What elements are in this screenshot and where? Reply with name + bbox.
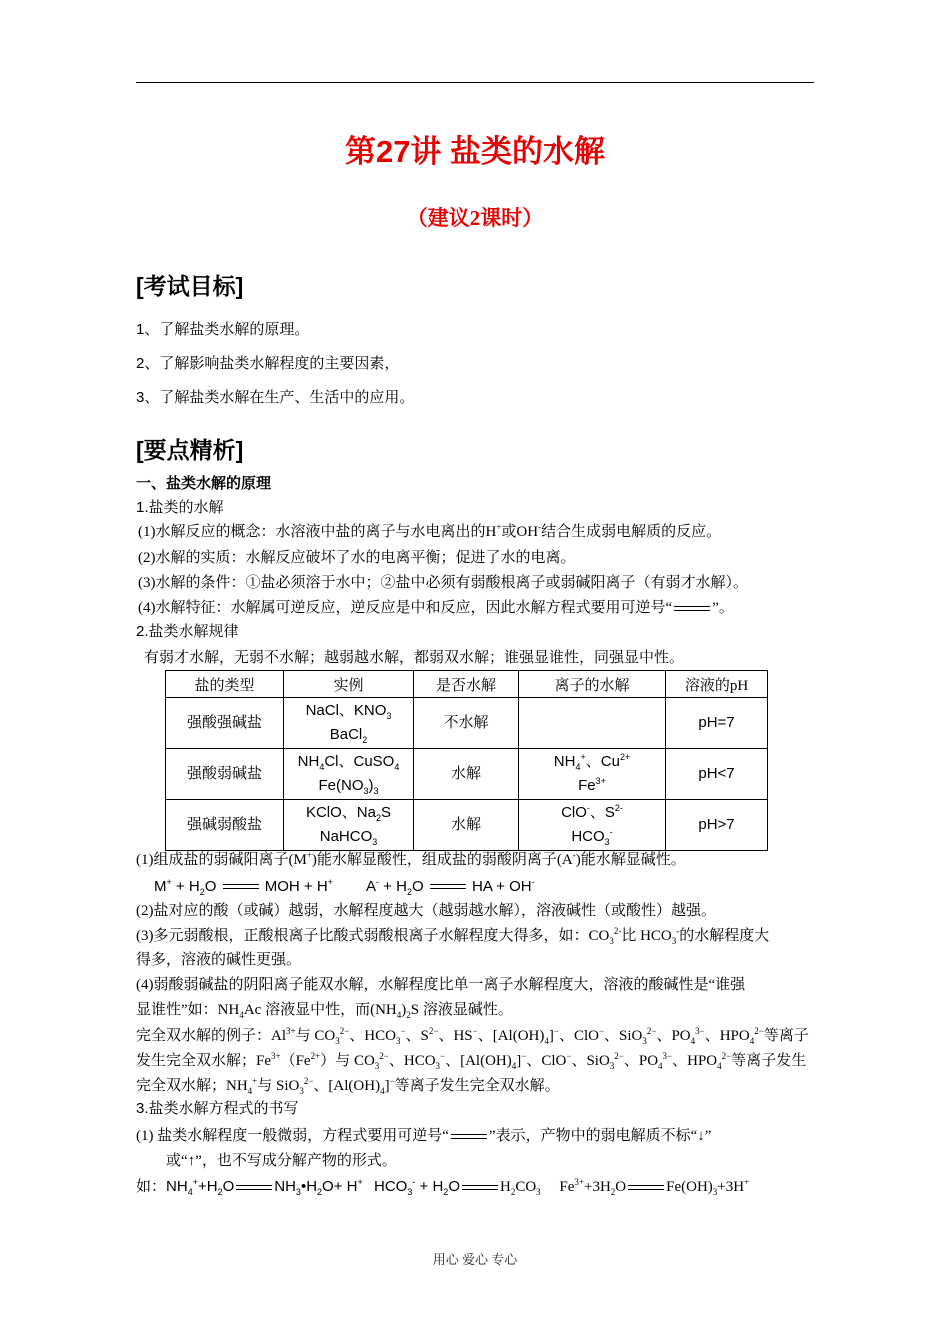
cell-type: 强碱弱酸盐 bbox=[166, 800, 284, 851]
goal-item: 3、了解盐类水解在生产、生活中的应用。 bbox=[136, 389, 415, 406]
reversible-arrow-icon bbox=[626, 1183, 666, 1193]
cell-ion bbox=[519, 698, 666, 749]
p2-heading: 2.盐类水解规律 bbox=[136, 623, 239, 640]
cell-ion: ClO-、$S^{2-}$ $HCO_3^-$ bbox=[519, 800, 666, 851]
reversible-arrow-icon bbox=[428, 882, 468, 892]
p3-item-1a: (1) 盐类水解程度一般微弱，方程式要用可逆号“ ”表示，产物中的弱电解质不标“↓” bbox=[136, 1128, 712, 1144]
analysis-heading: [要点精析] bbox=[136, 437, 244, 463]
rule-2: (2)盐对应的酸（或碱）越弱，水解程度越大（越弱越水解），溶液碱性（或酸性）越强。 bbox=[136, 903, 716, 919]
cell-ion: $NH_4^+$、$Cu^{2+}$ $Fe^{3+}$ bbox=[519, 749, 666, 800]
reversible-arrow-icon bbox=[449, 1132, 489, 1142]
equation-2: $A^- + H_2O$ HA + OH- bbox=[366, 877, 535, 897]
p1-item-1: (1)水解反应的概念：水溶液中盐的离子与水电离出的H+或OH-结合生成弱电解质的反应。 bbox=[138, 522, 722, 540]
cell-example: KClO、$Na_2S$ NaHCO$_3$ bbox=[284, 800, 414, 851]
reversible-arrow-icon bbox=[234, 1183, 274, 1193]
examples-line: 如：$NH_4^++H_2O$ $NH_3•H_2O+ H^+$ $HCO_3^- + H_2O$ $H_2CO_3$ $Fe^{3+}+3H_2O$ $Fe(OH)_3+3H^+$ bbox=[136, 1177, 750, 1197]
part1-heading: 一、盐类水解的原理 bbox=[136, 475, 272, 492]
rule-1: (1)组成盐的弱碱阳离子(M+)能水解显酸性，组成盐的弱酸阴离子(A-)能水解显碱性。 bbox=[136, 850, 686, 868]
cell-type: 强酸弱碱盐 bbox=[166, 749, 284, 800]
cell-ph: pH<7 bbox=[666, 749, 768, 800]
cell-example: $NH_4Cl$、CuSO$_4$ $Fe(NO_3)_3$ bbox=[284, 749, 414, 800]
goal-item: 2、了解影响盐类水解程度的主要因素， bbox=[136, 355, 400, 372]
p3-heading: 3.盐类水解方程式的书写 bbox=[136, 1100, 299, 1117]
reversible-arrow-icon bbox=[221, 882, 261, 892]
cell-ph: pH=7 bbox=[666, 698, 768, 749]
table-header: 是否水解 bbox=[414, 671, 519, 698]
table-row bbox=[166, 749, 768, 800]
p2-rule: 有弱才水解，无弱不水解；越弱越水解，都弱双水解；谁强显谁性，同强显中性。 bbox=[144, 650, 685, 666]
salt-table bbox=[165, 670, 768, 851]
rule-3a: (3)多元弱酸根，正酸根离子比酸式弱酸根离子水解程度大得多，如：$CO_3^{2-}$比 $HCO_3^-$的水解程度大 bbox=[136, 926, 770, 946]
rule-3b: 得多，溶液的碱性更强。 bbox=[136, 952, 302, 968]
p1-item-3: (3)水解的条件：①盐必须溶于水中；②盐中必须有弱酸根离子或弱碱阳离子（有弱才水解）。 bbox=[138, 575, 748, 591]
table-row bbox=[166, 800, 768, 851]
table-header: 溶液的pH bbox=[666, 671, 768, 698]
reversible-arrow-icon bbox=[460, 1183, 500, 1193]
cell-example: NaCl、$KNO_3$ BaCl$_2$ bbox=[284, 698, 414, 749]
rule-4a: (4)弱酸弱碱盐的阴阳离子能双水解，水解程度比单一离子水解程度大，溶液的酸碱性是“谁强 bbox=[136, 977, 746, 993]
table-header: 实例 bbox=[284, 671, 414, 698]
cell-hydrolysis: 不水解 bbox=[414, 698, 519, 749]
p1-item-4: (4)水解特征：水解属可逆反应，逆反应是中和反应，因此水解方程式要用可逆号“ ”。 bbox=[138, 600, 734, 616]
double-hydrolysis-1: 完全双水解的例子：$Al^{3+}$与 $CO_3^{2-}$、$HCO_3^-$、$S^{2-}$、HS−、$[Al(OH)_4]^-$、ClO−、SiO$_3^{2-}$、$PO_4^{3-}$、$HPO_4^{2-}$等离子 bbox=[136, 1026, 809, 1046]
cell-ph: pH>7 bbox=[666, 800, 768, 851]
page-title: 第27讲 盐类的水解 bbox=[344, 134, 606, 169]
cell-hydrolysis: 水解 bbox=[414, 749, 519, 800]
rule-4b: 显谁性”如：$NH_4Ac$ 溶液显中性，而$(NH_4)_2S$ 溶液显碱性。 bbox=[136, 1002, 513, 1020]
page-footer: 用心 爱心 专心 bbox=[432, 1252, 518, 1267]
goals-heading: [考试目标] bbox=[136, 273, 244, 299]
double-hydrolysis-3: 完全双水解；$NH_4^+$与 SiO$_3^{2-}$、$[Al(OH)_4]^-$等离子发生完全双水解。 bbox=[136, 1076, 560, 1096]
goal-item: 1、了解盐类水解的原理。 bbox=[136, 321, 310, 338]
table-header: 离子的水解 bbox=[519, 671, 666, 698]
equation-1: $M^+ + H_2O$ MOH + H+ bbox=[154, 877, 333, 897]
cell-hydrolysis: 水解 bbox=[414, 800, 519, 851]
header-rule bbox=[136, 82, 814, 83]
table-row bbox=[166, 698, 768, 749]
page-subtitle: （建议2课时） bbox=[406, 206, 544, 230]
p1-item-2: (2)水解的实质：水解反应破坏了水的电离平衡；促进了水的电离。 bbox=[138, 550, 576, 566]
double-hydrolysis-2: 发生完全双水解；$Fe^{3+}(Fe^{2+})$与 $CO_3^{2-}$、$HCO_3^-$、$[Al(OH)_4]^-$、ClO−、SiO$_3^{2-}$、$PO_4^{3-}$、$HPO_4^{2-}$等离子发生 bbox=[136, 1051, 807, 1071]
p3-item-1b: 或“↑”，也不写成分解产物的形式。 bbox=[166, 1153, 397, 1169]
p1-heading: 1.盐类的水解 bbox=[136, 499, 224, 516]
cell-type: 强酸强碱盐 bbox=[166, 698, 284, 749]
table-header-row bbox=[166, 671, 768, 698]
table-header: 盐的类型 bbox=[166, 671, 284, 698]
reversible-arrow-icon bbox=[672, 604, 712, 614]
